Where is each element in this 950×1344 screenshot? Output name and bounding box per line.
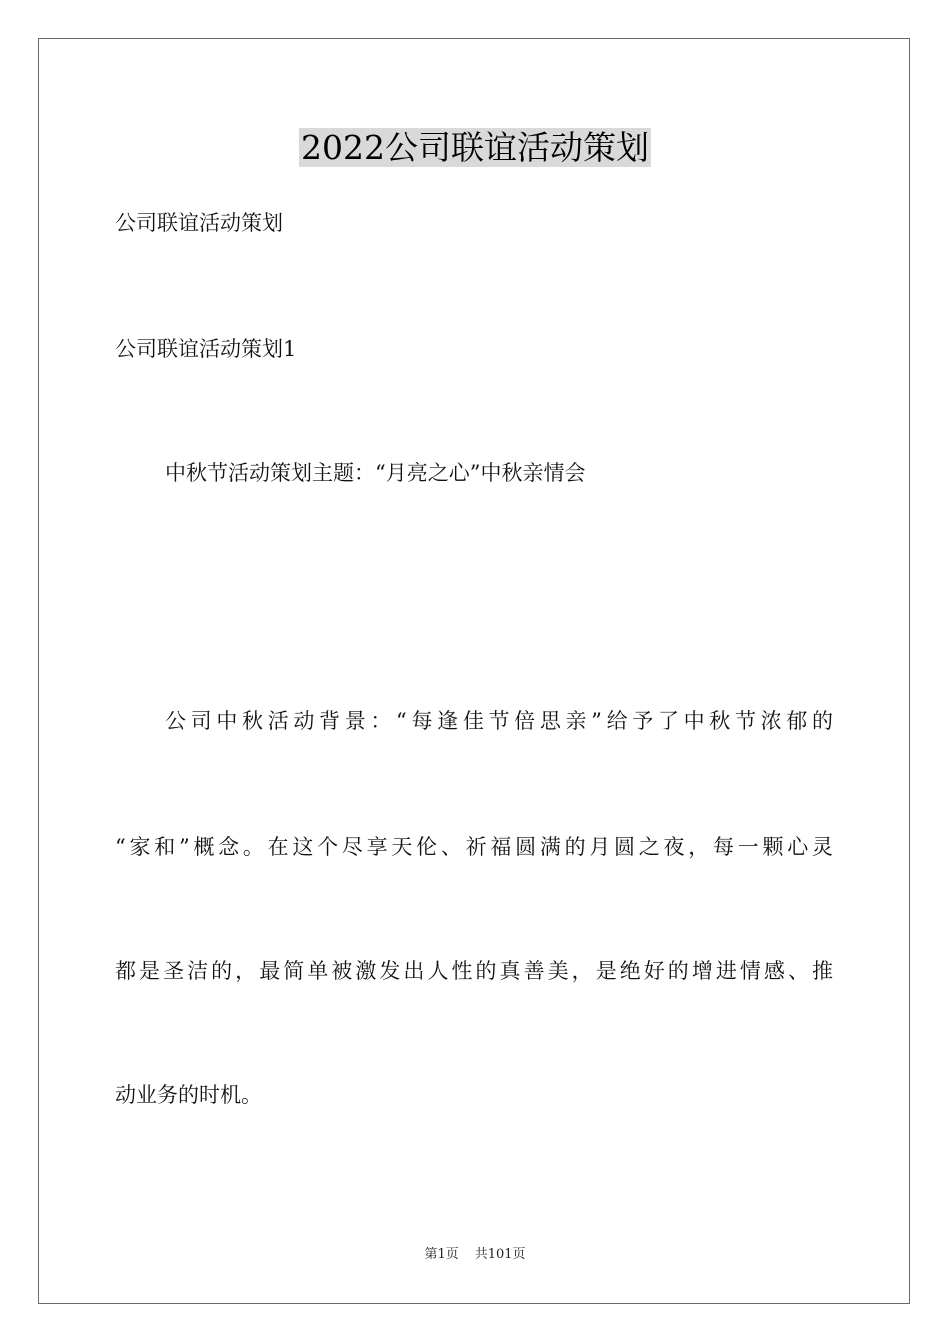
section-heading: 公司联谊活动策划1 [115,337,297,361]
page-footer [0,1246,950,1264]
document-title-text: 2022公司联谊活动策划 [301,128,649,167]
background-paragraph-line-1: 公司中秋活动背景：“每逢佳节倍思亲”给予了中秋节浓郁的 [165,709,833,733]
document-subtitle: 公司联谊活动策划 [115,211,283,235]
background-paragraph-line-3: 都是圣洁的，最简单被激发出人性的真善美，是绝好的增进情感、推 [115,959,833,983]
page-total: 共101页 [474,1247,526,1262]
background-paragraph-line-4: 动业务的时机。 [115,1083,262,1107]
background-paragraph-line-2: “家和”概念。在这个尽享天伦、祈福圆满的月圆之夜，每一颗心灵 [115,835,833,859]
page-number: 第1页 [424,1247,459,1262]
theme-line: 中秋节活动策划主题：“月亮之心”中秋亲情会 [165,461,586,485]
document-title [0,128,950,168]
